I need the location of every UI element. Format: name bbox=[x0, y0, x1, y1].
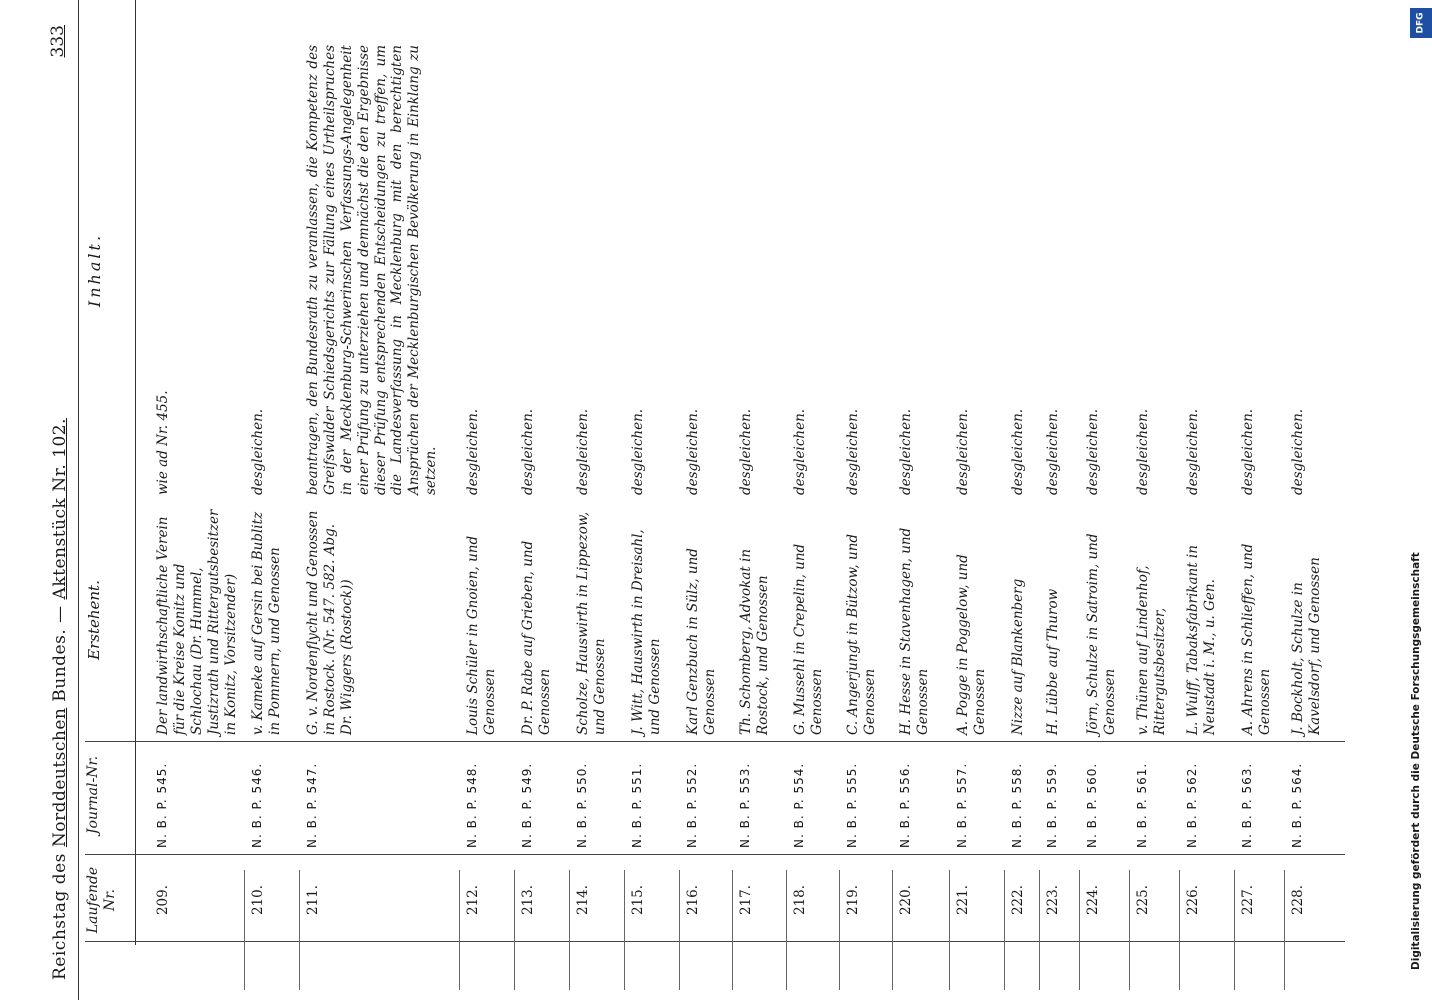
row-separator bbox=[244, 870, 245, 990]
column-rule bbox=[85, 741, 1345, 742]
row-ersteller: Karl Genzbuch in Sülz, und Genossen bbox=[685, 548, 718, 735]
row-journal-nr: N. B. P. 554. bbox=[792, 762, 806, 848]
funding-note: Digitalisierung gefördert durch die Deutsche Forschungsgemeinschaft bbox=[1410, 552, 1422, 970]
row-ersteller: Th. Schomberg, Advokat in Rostock, und Genossen bbox=[738, 548, 771, 735]
row-laufende-nr: 217. bbox=[738, 884, 754, 916]
row-separator bbox=[459, 870, 460, 990]
row-separator bbox=[839, 870, 840, 990]
row-journal-nr: N. B. P. 564. bbox=[1290, 762, 1304, 848]
row-ersteller: L. Wulff, Tabaksfabrikant in Neustadt i. M., u. Gen. bbox=[1185, 545, 1218, 735]
row-journal-nr: N. B. P. 548. bbox=[465, 762, 479, 848]
row-inhalt: desgleichen. bbox=[792, 408, 808, 495]
row-laufende-nr: 223. bbox=[1045, 884, 1061, 916]
row-inhalt: desgleichen. bbox=[575, 408, 591, 495]
row-ersteller: A. Pogge in Poggelow, und Genossen bbox=[955, 554, 988, 735]
header-rule bbox=[78, 0, 79, 1000]
row-inhalt: desgleichen. bbox=[250, 408, 266, 495]
row-ersteller: Der landwirthschaftliche Verein für die Kreise Konitz und Schlochau (Dr. Hummel, Justizrath und Rittergutsbesitzer in Konitz, Vorsitzender) bbox=[155, 509, 239, 735]
row-separator bbox=[299, 870, 300, 990]
row-inhalt: desgleichen. bbox=[738, 408, 754, 495]
column-header-ersteller: Erstehent. bbox=[85, 580, 103, 660]
row-separator bbox=[1039, 870, 1040, 990]
row-journal-nr: N. B. P. 556. bbox=[898, 762, 912, 848]
row-laufende-nr: 220. bbox=[898, 884, 914, 916]
row-journal-nr: N. B. P. 555. bbox=[845, 762, 859, 848]
row-laufende-nr: 214. bbox=[575, 884, 591, 916]
row-journal-nr: N. B. P. 561. bbox=[1135, 762, 1149, 848]
row-journal-nr: N. B. P. 553. bbox=[738, 762, 752, 848]
row-laufende-nr: 221. bbox=[955, 884, 971, 916]
row-journal-nr: N. B. P. 551. bbox=[630, 762, 644, 848]
row-laufende-nr: 224. bbox=[1085, 884, 1101, 916]
row-laufende-nr: 226. bbox=[1185, 884, 1201, 916]
row-inhalt: beantragen, den Bundesrath zu veranlassen, die Kompetenz des Greifswalder Schiedsgerichts zur Fällung eines Urtheilspruches in der Mecklenburg-Schwerinschen Verfassungs-Angelegenheit einer Prüfung zu unterziehen und demnächst die den Ergebnisse dieser Prüfung entsprechenden Entscheidungen zu treffen, um die Landesverfassung in Mecklenburg mit den berechtigten Ansprüchen der Mecklenburgischen Bevölkerung in Einklang zu setzen. bbox=[305, 45, 440, 495]
header-mid: Bundes. — bbox=[50, 599, 70, 708]
column-rule bbox=[85, 941, 1345, 942]
row-separator bbox=[892, 870, 893, 990]
row-journal-nr: N. B. P. 549. bbox=[520, 762, 534, 848]
header-main: Norddeutschen bbox=[50, 707, 70, 848]
row-laufende-nr: 216. bbox=[685, 884, 701, 916]
row-inhalt: desgleichen. bbox=[1290, 408, 1306, 495]
row-separator bbox=[1284, 870, 1285, 990]
row-ersteller: A. Ahrens in Schlieffen, und Genossen bbox=[1240, 543, 1273, 735]
row-journal-nr: N. B. P. 545. bbox=[155, 762, 169, 848]
row-inhalt: desgleichen. bbox=[1085, 408, 1101, 495]
column-header-laufende-nr: Laufende Nr. bbox=[85, 866, 118, 934]
column-header-journal-nr: Journal-Nr. bbox=[85, 755, 101, 835]
row-ersteller: C. Angerjungt in Bützow, und Genossen bbox=[845, 533, 878, 735]
row-separator bbox=[949, 870, 950, 990]
row-separator bbox=[1079, 870, 1080, 990]
row-ersteller: J. Bockholt, Schulze in Kavelsdorf, und Genossen bbox=[1290, 557, 1323, 735]
row-ersteller: Dr. P. Rabe auf Grieben, und Genossen bbox=[520, 540, 553, 735]
row-separator bbox=[1129, 870, 1130, 990]
row-separator bbox=[679, 870, 680, 990]
dfg-logo: DFG bbox=[1410, 8, 1432, 38]
column-header-inhalt: Inhalt. bbox=[85, 232, 104, 308]
row-inhalt: wie ad Nr. 455. bbox=[155, 390, 171, 495]
row-separator bbox=[514, 870, 515, 990]
row-inhalt: desgleichen. bbox=[845, 408, 861, 495]
row-ersteller: Scholze, Hauswirth in Lippezow, und Genossen bbox=[575, 511, 608, 735]
row-laufende-nr: 215. bbox=[630, 884, 646, 916]
row-laufende-nr: 210. bbox=[250, 884, 266, 916]
row-ersteller: G. Mussehl in Crepelin, und Genossen bbox=[792, 543, 825, 735]
row-ersteller: Louis Schüler in Gnoien, und Genossen bbox=[465, 535, 498, 735]
row-ersteller: v. Kameke auf Gersin bei Bublitz in Pommern, und Genossen bbox=[250, 511, 283, 735]
row-journal-nr: N. B. P. 552. bbox=[685, 762, 699, 848]
page-number: 333 bbox=[48, 25, 68, 58]
row-journal-nr: N. B. P. 559. bbox=[1045, 762, 1059, 848]
row-separator bbox=[1004, 870, 1005, 990]
row-inhalt: desgleichen. bbox=[955, 408, 971, 495]
row-inhalt: desgleichen. bbox=[630, 408, 646, 495]
row-inhalt: desgleichen. bbox=[1185, 408, 1201, 495]
row-ersteller: G. v. Nordenflycht und Genossen in Rostock. (Nr. 547. 582. Abg. Dr. Wiggers (Rostock)) bbox=[305, 510, 355, 735]
row-laufende-nr: 219. bbox=[845, 884, 861, 916]
row-laufende-nr: 225. bbox=[1135, 884, 1151, 916]
page-header bbox=[50, 80, 80, 980]
row-inhalt: desgleichen. bbox=[520, 408, 536, 495]
row-laufende-nr: 212. bbox=[465, 884, 481, 916]
row-inhalt: desgleichen. bbox=[1135, 408, 1151, 495]
row-separator bbox=[1234, 870, 1235, 990]
row-journal-nr: N. B. P. 546. bbox=[250, 762, 264, 848]
row-inhalt: desgleichen. bbox=[1010, 408, 1026, 495]
row-journal-nr: N. B. P. 562. bbox=[1185, 762, 1199, 848]
row-inhalt: desgleichen. bbox=[1240, 408, 1256, 495]
header-doc-number: Aktenstück Nr. 102. bbox=[50, 417, 70, 600]
row-journal-nr: N. B. P. 558. bbox=[1010, 762, 1024, 848]
column-header-rule bbox=[135, 0, 136, 945]
row-ersteller: J. Witt, Hauswirth in Dreisahl, und Genossen bbox=[630, 529, 663, 735]
row-separator bbox=[732, 870, 733, 990]
row-journal-nr: N. B. P. 547. bbox=[305, 762, 319, 848]
row-laufende-nr: 222. bbox=[1010, 884, 1026, 916]
row-laufende-nr: 213. bbox=[520, 884, 536, 916]
row-ersteller: H. Hesse in Stavenhagen, und Genossen bbox=[898, 527, 931, 735]
row-ersteller: H. Lübbe auf Thurow bbox=[1045, 588, 1061, 735]
row-laufende-nr: 218. bbox=[792, 884, 808, 916]
row-separator bbox=[624, 870, 625, 990]
row-separator bbox=[786, 870, 787, 990]
row-journal-nr: N. B. P. 557. bbox=[955, 762, 969, 848]
row-inhalt: desgleichen. bbox=[1045, 408, 1061, 495]
row-journal-nr: N. B. P. 550. bbox=[575, 762, 589, 848]
row-inhalt: desgleichen. bbox=[898, 408, 914, 495]
row-laufende-nr: 209. bbox=[155, 884, 171, 916]
header-prefix: Reichstag des bbox=[50, 847, 70, 980]
row-laufende-nr: 211. bbox=[305, 884, 321, 916]
column-rule bbox=[85, 854, 1345, 855]
row-laufende-nr: 228. bbox=[1290, 884, 1306, 916]
row-ersteller: v. Thünen auf Lindenhof, Rittergutsbesitzer, bbox=[1135, 565, 1168, 735]
row-inhalt: desgleichen. bbox=[685, 408, 701, 495]
row-ersteller: Nizze auf Blankenberg bbox=[1010, 578, 1026, 735]
row-journal-nr: N. B. P. 563. bbox=[1240, 762, 1254, 848]
row-separator bbox=[1179, 870, 1180, 990]
row-journal-nr: N. B. P. 560. bbox=[1085, 762, 1099, 848]
row-separator bbox=[569, 870, 570, 990]
row-laufende-nr: 227. bbox=[1240, 884, 1256, 916]
row-inhalt: desgleichen. bbox=[465, 408, 481, 495]
row-ersteller: Jörn, Schulze in Satroim, und Genossen bbox=[1085, 533, 1118, 735]
